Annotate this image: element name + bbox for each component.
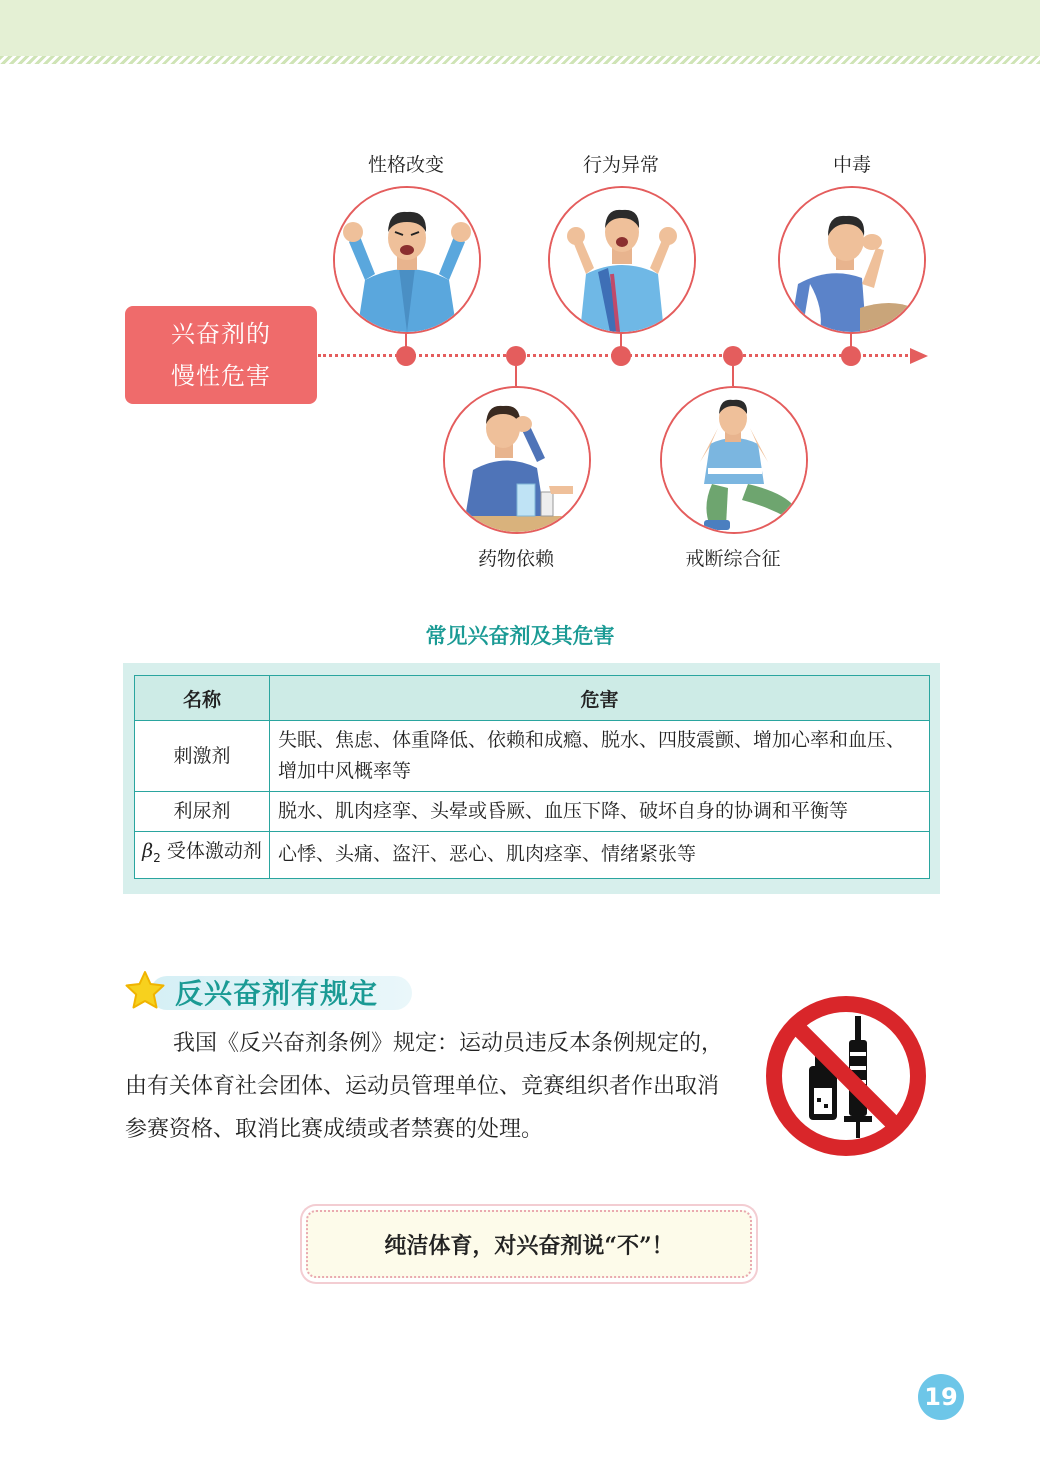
star-icon — [124, 970, 166, 1010]
table-cell-name-rest: 受体激动剂 — [160, 840, 262, 862]
badge-line-2: 慢性危害 — [171, 362, 271, 390]
timeline-dot — [723, 346, 743, 366]
timeline-arrow-icon — [910, 348, 928, 364]
table-cell-harm: 心悸、头痛、盗汗、恶心、肌肉痉挛、情绪紧张等 — [270, 832, 930, 879]
table-title: 常见兴奋剂及其危害 — [425, 624, 615, 648]
section-title: 反兴奋剂有规定 — [175, 977, 379, 1010]
top-band-edge — [0, 56, 1040, 64]
distressed-sitting-man-illustration — [660, 386, 808, 534]
harm-label-withdrawal: 戒断综合征 — [685, 548, 781, 570]
page-number: 19 — [918, 1374, 964, 1420]
timeline-dot — [841, 346, 861, 366]
timeline-dot — [506, 346, 526, 366]
slogan-text: 纯洁体育，对兴奋剂说“不”！ — [384, 1232, 674, 1259]
table-header-name: 名称 — [135, 676, 270, 721]
slogan-banner — [306, 1210, 752, 1278]
timeline-dot — [611, 346, 631, 366]
table-header-harm: 危害 — [270, 676, 930, 721]
table-row — [135, 832, 930, 879]
beta-symbol: β — [142, 840, 154, 862]
timeline-dot — [396, 346, 416, 366]
section-paragraph: 我国《反兴奋剂条例》规定：运动员违反本条例规定的，由有关体育社会团体、运动员管理单位、竞赛组织者作出取消参赛资格、取消比赛成绩或者禁赛的处理。 — [125, 1031, 724, 1142]
table-cell-name: 刺激剂 — [135, 721, 270, 792]
table-row — [135, 721, 930, 792]
badge-line-1: 兴奋剂的 — [171, 320, 271, 348]
harm-label-personality: 性格改变 — [367, 154, 444, 176]
no-doping-sign-icon — [764, 994, 928, 1158]
angry-man-illustration — [333, 186, 481, 334]
harm-label-behavior: 行为异常 — [582, 154, 659, 176]
stimulant-harm-table — [134, 675, 930, 879]
chronic-harm-badge — [125, 306, 317, 404]
table-cell-name: 利尿剂 — [135, 792, 270, 832]
timeline-stem — [515, 366, 517, 386]
timeline-stem — [732, 366, 734, 386]
top-band — [0, 0, 1040, 56]
harm-label-dependence: 药物依赖 — [477, 548, 554, 570]
man-with-pills-illustration — [443, 386, 591, 534]
table-row — [135, 792, 930, 832]
shouting-man-illustration — [548, 186, 696, 334]
beta-subscript: 2 — [153, 850, 161, 865]
table-cell-harm: 失眠、焦虑、体重降低、依赖和成瘾、脱水、四肢震颤、增加心率和血压、增加中风概率等 — [270, 721, 930, 792]
table-header-row — [135, 676, 930, 721]
table-cell-harm: 脱水、肌肉痉挛、头晕或昏厥、血压下降、破坏自身的协调和平衡等 — [270, 792, 930, 832]
table-cell-name — [135, 832, 270, 879]
harm-label-poisoning: 中毒 — [832, 154, 871, 176]
sick-man-illustration — [778, 186, 926, 334]
